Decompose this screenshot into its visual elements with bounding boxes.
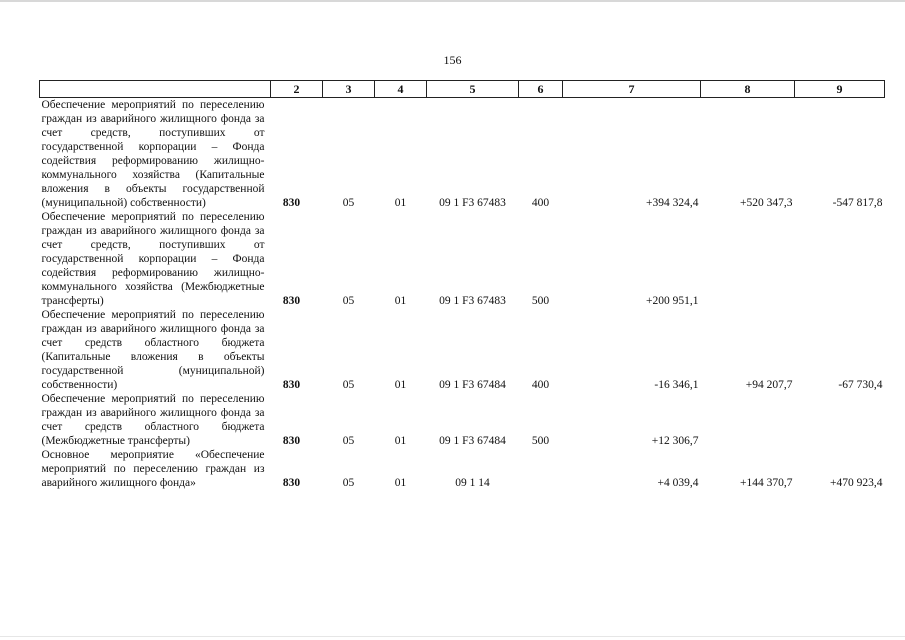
cell-subsection: 01 <box>394 295 407 307</box>
header-col-2: 2 <box>271 81 323 98</box>
cell-amount-col9: -547 817,8 <box>832 197 883 209</box>
row-description: Основное мероприятие «Обеспечение мероприятий по переселению граждан из аварийного жилищного фонда» <box>41 449 265 489</box>
header-col-8: 8 <box>701 81 795 98</box>
cell-subsection: 01 <box>394 477 407 489</box>
cell-target-article: 09 1 F3 67484 <box>439 435 506 447</box>
header-col-6: 6 <box>519 81 563 98</box>
cell-amount-col8: +144 370,7 <box>740 477 793 489</box>
cell-amount-col7: -16 346,1 <box>654 379 699 391</box>
cell-section: 05 <box>342 477 355 489</box>
header-col-4: 4 <box>375 81 427 98</box>
cell-ministry-code: 830 <box>282 295 301 307</box>
header-col-7: 7 <box>563 81 701 98</box>
cell-expense-type: 500 <box>531 435 550 447</box>
table-row <box>40 98 885 211</box>
cell-target-article: 09 1 F3 67483 <box>439 197 506 209</box>
cell-amount-col9 <box>795 210 885 308</box>
row-description: Обеспечение мероприятий по переселению граждан из аварийного жилищного фонда за счет средств, поступивших от государственной корпорации – Фонда содействия реформированию жилищно-коммунального хозяйства (Капитальные вложения в объекты государственной (муниципальной) собственности) <box>41 99 265 209</box>
cell-amount-col8: +94 207,7 <box>745 379 793 391</box>
cell-subsection: 01 <box>394 197 407 209</box>
header-col-3: 3 <box>323 81 375 98</box>
cell-ministry-code: 830 <box>282 197 301 209</box>
budget-table <box>39 80 885 490</box>
cell-target-article: 09 1 F3 67484 <box>439 379 506 391</box>
header-col-5: 5 <box>427 81 519 98</box>
scan-top-edge <box>0 0 905 2</box>
cell-amount-col9 <box>795 392 885 448</box>
cell-target-article: 09 1 F3 67483 <box>439 295 506 307</box>
cell-amount-col7: +12 306,7 <box>651 435 699 447</box>
row-description: Обеспечение мероприятий по переселению граждан из аварийного жилищного фонда за счет средств областного бюджета (Межбюджетные трансферты) <box>41 393 265 447</box>
cell-section: 05 <box>342 435 355 447</box>
header-col-9: 9 <box>795 81 885 98</box>
cell-section: 05 <box>342 197 355 209</box>
cell-expense-type: 500 <box>531 295 550 307</box>
cell-amount-col8 <box>701 392 795 448</box>
row-description: Обеспечение мероприятий по переселению граждан из аварийного жилищного фонда за счет средств, поступивших от государственной корпорации – Фонда содействия реформированию жилищно-коммунального хозяйства (Межбюджетные трансферты) <box>41 211 265 307</box>
cell-amount-col7: +200 951,1 <box>646 295 699 307</box>
table-header-row <box>40 81 885 98</box>
cell-amount-col9: -67 730,4 <box>838 379 883 391</box>
cell-ministry-code: 830 <box>282 477 301 489</box>
table-row <box>40 448 885 490</box>
cell-section: 05 <box>342 295 355 307</box>
cell-expense-type <box>519 448 563 490</box>
cell-subsection: 01 <box>394 379 407 391</box>
cell-section: 05 <box>342 379 355 391</box>
cell-amount-col9: +470 923,4 <box>830 477 883 489</box>
cell-expense-type: 400 <box>531 379 550 391</box>
table-row <box>40 308 885 392</box>
cell-target-article: 09 1 14 <box>455 477 490 489</box>
cell-subsection: 01 <box>394 435 407 447</box>
scan-bottom-edge <box>0 636 905 637</box>
cell-amount-col8 <box>701 210 795 308</box>
page-number: 156 <box>443 53 462 67</box>
cell-ministry-code: 830 <box>282 379 301 391</box>
cell-ministry-code: 830 <box>282 435 301 447</box>
cell-amount-col7: +394 324,4 <box>646 197 699 209</box>
cell-amount-col7: +4 039,4 <box>657 477 699 489</box>
cell-expense-type: 400 <box>531 197 550 209</box>
table-row <box>40 210 885 308</box>
table-row <box>40 392 885 448</box>
row-description: Обеспечение мероприятий по переселению граждан из аварийного жилищного фонда за счет средств областного бюджета (Капитальные вложения в объекты государственной (муниципальной) собственности) <box>41 309 265 391</box>
cell-amount-col8: +520 347,3 <box>740 197 793 209</box>
header-col-1 <box>40 81 271 98</box>
